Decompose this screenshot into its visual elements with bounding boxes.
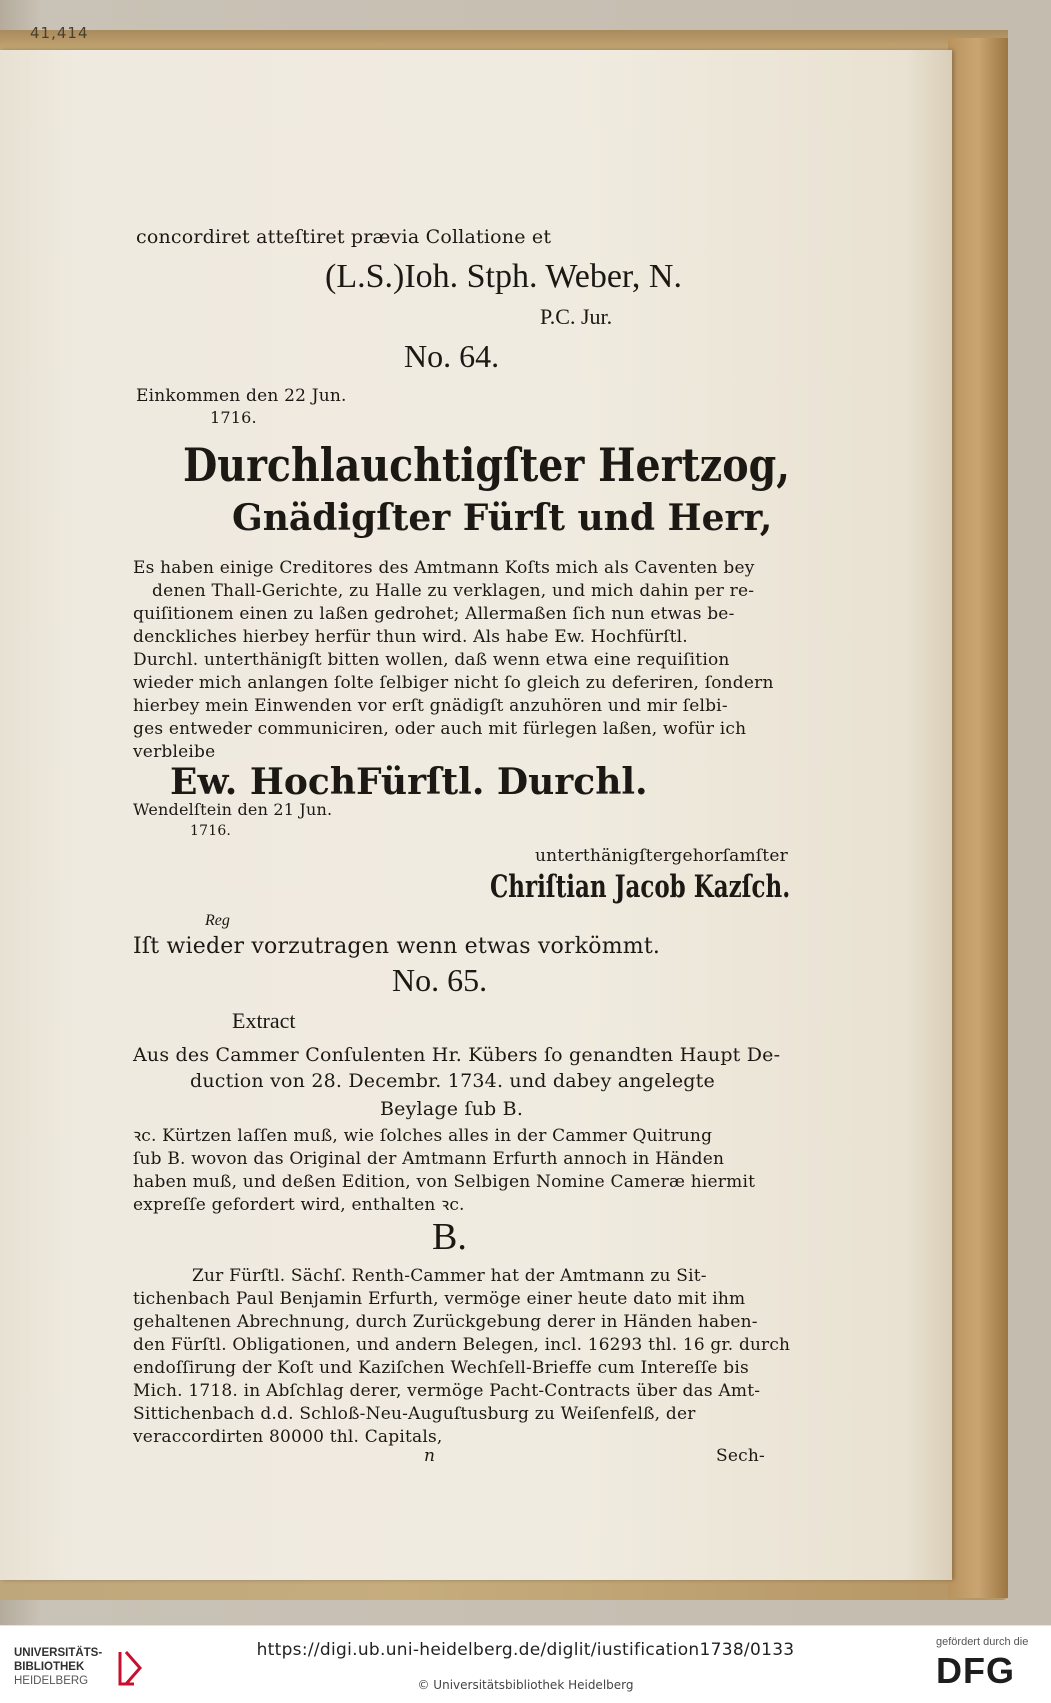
sender-signature: Chriſtian Jacob Kazſch. (490, 869, 791, 905)
letter-line: verbleibe (133, 742, 216, 762)
library-name-line: HEIDELBERG (14, 1675, 89, 1687)
letter-line: quiſitionem einen zu laßen gedrohet; Allermaßen ſich nun etwas be- (133, 604, 735, 624)
permalink-url[interactable]: https://digi.ub.uni-heidelberg.de/diglit/iustification1738/0133 (256, 1640, 795, 1660)
letter-line: wieder mich anlangen ſolte ſelbiger nicht ſo gleich zu deferiren, ſondern (133, 673, 774, 693)
letter-line: ges entweder communiciren, oder auch mit fürlegen laßen, wofür ich (133, 719, 747, 739)
appendix-heading: B. (432, 1216, 467, 1258)
extract-line: expreſſe gefordert wird, enthalten ꝛc. (133, 1195, 465, 1215)
document-number-64: No. 64. (404, 338, 500, 374)
letter-line: Es haben einige Creditores des Amtmann Koſts mich als Caventen bey (133, 558, 755, 578)
closing-address: Ew. HochFürſtl. Durchl. (170, 761, 648, 803)
extract-title: duction von 28. Decembr. 1734. und dabey angelegte (190, 1070, 715, 1092)
appendix-line: tichenbach Paul Benjamin Erfurth, vermöge einer heute dato mit ihm (133, 1289, 746, 1309)
extract-title: Aus des Cammer Conſulenten Hr. Kübers ſo genandten Haupt De- (133, 1044, 781, 1066)
appendix-line: Zur Fürſtl. Sächſ. Renth-Cammer hat der Amtmann zu Sit- (192, 1266, 707, 1286)
received-date: Einkommen den 22 Jun. (136, 386, 347, 406)
document-number-65: No. 65. (392, 962, 488, 998)
appendix-line: Sittichenbach d.d. Schloß-Neu-Auguſtusburg zu Weiſenfelß, der (133, 1404, 696, 1424)
dfg-logo[interactable] (930, 1636, 1040, 1696)
document-page (0, 50, 952, 1580)
dfg-wordmark: DFG (936, 1650, 1015, 1691)
funding-note: gefördert durch die (936, 1636, 1029, 1648)
letter-line: hierbey mein Einwenden vor erſt gnädigſt anzuhören und mir ſelbi- (133, 696, 728, 716)
appendix-line: gehaltenen Abrechnung, durch Zurückgebung derer in Händen haben- (133, 1312, 758, 1332)
extract-line: ſub B. wovon das Original der Amtmann Erfurth annoch in Händen (133, 1149, 725, 1169)
salutation-heading: Durchlauchtigſter Hertzog, (183, 438, 791, 492)
shelfmark-note: 41,414 (30, 24, 89, 42)
letter-place-date: Wendelſtein den 21 Jun. (133, 800, 333, 819)
book-top-edge (0, 30, 1008, 52)
notary-title: P.C. Jur. (540, 304, 613, 329)
letter-line: Durchl. unterthänigſt bitten wollen, daß wenn etwa eine requiſition (133, 650, 730, 670)
copyright-notice: © Universitätsbibliothek Heidelberg (417, 1678, 634, 1692)
letter-line: denckliches hierbey herfür thun wird. Als habe Ew. Hochfürſtl. (133, 627, 688, 647)
resolution-note: Iſt wieder vorzutragen wenn etwas vorkömmt. (133, 934, 661, 959)
registry-note: Reg (205, 912, 230, 929)
extract-label: Extract (232, 1008, 296, 1033)
viewer-footer (0, 1625, 1051, 1703)
appendix-line: veraccordirten 80000 thl. Capitals, (133, 1427, 443, 1447)
attestation-line: concordiret atteſtiret prævia Collatione et (136, 226, 552, 248)
salutation-subheading: Gnädigſter Fürſt und Herr, (232, 497, 773, 539)
catchword: Sech- (716, 1446, 765, 1466)
library-name-line: BIBLIOTHEK (14, 1661, 85, 1673)
extract-line: ꝛc. Kürtzen laſſen muß, wie ſolches alles in der Cammer Quitrung (133, 1126, 713, 1146)
book-right-edge (948, 38, 1008, 1598)
library-name-line: UNIVERSITÄTS- (14, 1647, 103, 1659)
appendix-line: endoſſirung der Koſt und Kaziſchen Wechſell-Brieffe cum Intereſſe bis (133, 1358, 749, 1378)
extract-title: Beylage ſub B. (380, 1098, 524, 1120)
extract-line: haben muß, und deßen Edition, von Selbigen Nomine Cameræ hiermit (133, 1172, 756, 1192)
appendix-line: Mich. 1718. in Abſchlag derer, vermöge Pacht-Contracts über das Amt- (133, 1381, 761, 1401)
received-year: 1716. (210, 408, 257, 427)
notary-signature: (L.S.)Ioh. Stph. Weber, N. (325, 258, 682, 295)
closing-formula: unterthänigſtergehorſamſter (535, 846, 788, 866)
signature-mark: n (424, 1446, 436, 1466)
letter-year: 1716. (190, 823, 232, 839)
letter-line: denen Thall-Gerichte, zu Halle zu verklagen, und mich dahin per re- (152, 581, 755, 601)
appendix-line: den Fürſtl. Obligationen, und andern Belegen, incl. 16293 thl. 16 gr. durch (133, 1335, 791, 1355)
